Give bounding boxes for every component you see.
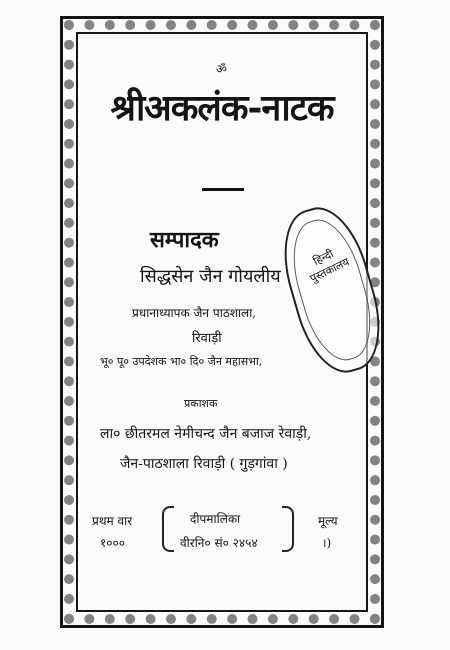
stamp-text: हिन्दी पुस्तकालय	[307, 247, 352, 286]
left-brace	[162, 506, 174, 552]
publisher-address: जैन-पाठशाला रिवाड़ी ( गुड़गांवा )	[120, 456, 288, 472]
publisher-label: प्रकाशक	[184, 397, 218, 410]
editor-label: सम्पादक	[150, 227, 219, 253]
festival-label: दीपमालिका	[190, 512, 241, 526]
editor-role-line-1: प्रधानाध्यापक जैन पाठशाला,	[132, 306, 257, 320]
price-value: ।)	[322, 536, 332, 550]
publisher-name: ला० छीतरमल नेमीचन्द जैन बजाज रेवाड़ी,	[100, 426, 312, 442]
book-title: श्रीअकलंक-नाटक	[110, 87, 334, 129]
editor-name: सिद्धसेन जैन गोयलीय	[140, 266, 281, 287]
editor-role-line-2: रिवाड़ी	[192, 331, 222, 346]
edition-label: प्रथम वार	[92, 514, 133, 528]
edition-count: १०००	[100, 536, 125, 550]
editor-role-line-3: भू० पू० उपदेशक भा० दि० जैन महासभा,	[100, 355, 263, 368]
right-brace	[282, 506, 294, 552]
om-symbol: ॐ	[216, 62, 227, 76]
price-label: मूल्य	[318, 514, 338, 528]
era-date: वीरनि० सं० २४५४	[180, 536, 258, 550]
title-divider	[202, 188, 244, 191]
